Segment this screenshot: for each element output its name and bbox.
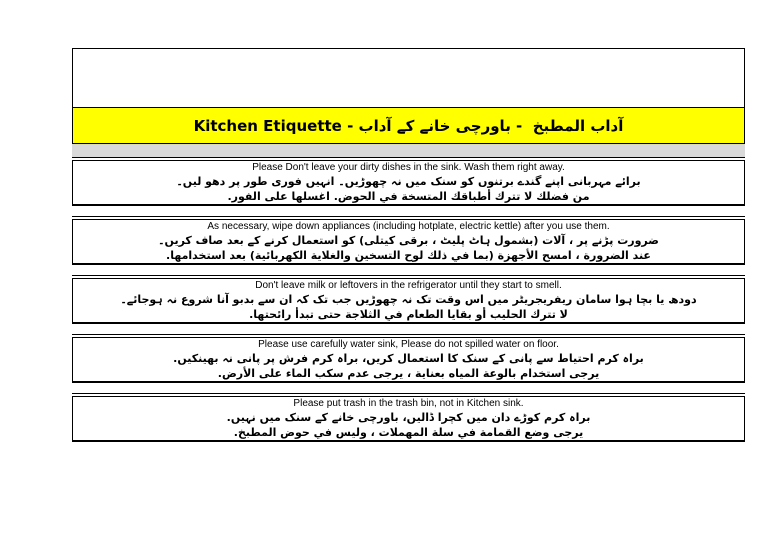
rule-card-4 bbox=[72, 337, 745, 383]
rule-urdu: دودھ یا بچا ہوا سامان ریفریجریٹر میں اس وقت تک نہ چھوڑیں جب تک کہ ان سے بدبو آنا شروع نہ ہوجائے۔ bbox=[120, 293, 697, 306]
rule-english: As necessary, wipe down appliances (including hotplate, electric kettle) after you use them. bbox=[207, 221, 610, 232]
page-title bbox=[72, 107, 745, 144]
divider bbox=[72, 157, 745, 158]
title-arabic: آداب المطبخ bbox=[532, 116, 624, 135]
rule-urdu: برائے مہربانی اپنے گندے برتنوں کو سنک میں نہ چھوڑیں۔ انہیں فوری طور پر دھو لیں۔ bbox=[176, 175, 641, 188]
divider bbox=[72, 216, 745, 217]
rule-urdu: براہ کرم کوڑے دان میں کچرا ڈالیں، باورچی خانے کے سنک میں نہیں. bbox=[226, 411, 591, 424]
rule-card-1 bbox=[72, 160, 745, 206]
rule-urdu: براہ کرم احتیاط سے پانی کے سنک کا استعمال کریں، براہ کرم فرش پر پانی نہ بھینکیں. bbox=[173, 352, 644, 365]
rule-english: Please use carefully water sink, Please do not spilled water on floor. bbox=[258, 339, 559, 350]
rule-arabic: عند الضرورة ، امسح الأجهزة (بما في ذلك لوح التسخين والغلاية الكهربائية) بعد استخدامها. bbox=[166, 249, 651, 262]
rule-card-5 bbox=[72, 396, 745, 442]
divider bbox=[72, 275, 745, 276]
rule-english: Don't leave milk or leftovers in the refrigerator until they start to smell. bbox=[255, 280, 562, 291]
divider bbox=[72, 334, 745, 335]
rule-urdu: ضرورت پڑنے پر ، آلات (بشمول ہاٹ پلیٹ ، برقی کیتلی) کو استعمال کرنے کے بعد صاف کریں۔ bbox=[158, 234, 659, 247]
rule-card-2 bbox=[72, 219, 745, 265]
divider bbox=[72, 393, 745, 394]
rule-arabic: يرجى استخدام بالوعة المياه بعناية ، يرجى عدم سكب الماء على الأرض. bbox=[217, 367, 600, 380]
rule-card-3 bbox=[72, 278, 745, 324]
rule-english: Please put trash in the trash bin, not in Kitchen sink. bbox=[293, 398, 524, 409]
title-separator-2: - bbox=[510, 116, 533, 135]
rule-arabic: لا تترك الحليب أو بقايا الطعام في الثلاجة حتى تبدأ رائحتها. bbox=[249, 308, 568, 321]
rule-arabic: من فضلك لا تترك أطباقك المتسخة في الحوض. اغسلها على الفور. bbox=[227, 190, 590, 203]
title-english: Kitchen Etiquette bbox=[193, 116, 342, 135]
gray-spacer-band bbox=[72, 144, 745, 157]
title-urdu: باورچی خانے کے آداب bbox=[358, 116, 511, 135]
rule-english: Please Don't leave your dirty dishes in the sink. Wash them right away. bbox=[252, 162, 565, 173]
title-separator: - bbox=[341, 116, 359, 135]
rule-arabic: يرجى وضع القمامة في سلة المهملات ، وليس في حوض المطبخ. bbox=[233, 426, 584, 439]
